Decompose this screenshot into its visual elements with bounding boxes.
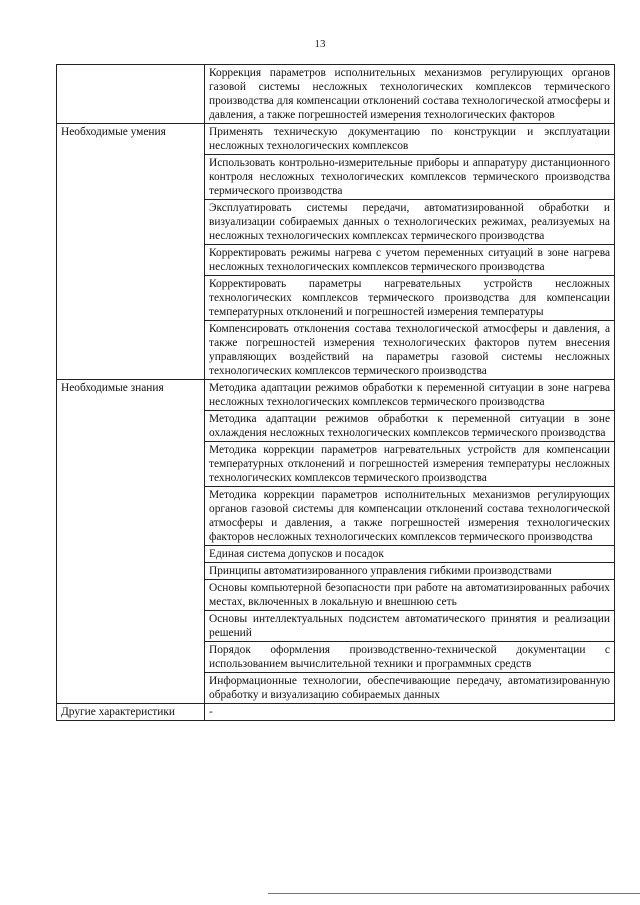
requirement-item: Основы компьютерной безопасности при работе на автоматизированных рабочих местах, включенных в локальную и внешнюю сеть (205, 580, 615, 611)
competency-table (56, 64, 615, 721)
page-bottom-rule (268, 893, 640, 894)
page-number: 13 (314, 38, 326, 50)
requirement-item: Методика коррекции параметров исполнительных механизмов регулирующих органов газовой системы для компенсации отклонений состава технологической атмосферы и давления, а также погрешностей измерения технологических факторов несложных технологических комплексов термического производства (205, 487, 615, 546)
section-label (57, 65, 205, 124)
requirement-item: Принципы автоматизированного управления гибкими производствами (205, 563, 615, 580)
table-row (57, 380, 615, 411)
requirement-item: Единая система допусков и посадок (205, 546, 615, 563)
section-label: Другие характеристики (57, 704, 205, 721)
requirement-item: - (205, 704, 615, 721)
section-label: Необходимые умения (57, 124, 205, 380)
requirement-item: Методика адаптации режимов обработки к переменной ситуации в зоне охлаждения несложных технологических комплексов термического производства (205, 411, 615, 442)
requirement-item: Применять техническую документацию по конструкции и эксплуатации несложных технологических комплексов (205, 124, 615, 155)
requirement-item: Корректировать режимы нагрева с учетом переменных ситуаций в зоне нагрева несложных технологических комплексов термического производства (205, 245, 615, 276)
table-row (57, 65, 615, 124)
requirement-item: Компенсировать отклонения состава технологической атмосферы и давления, а также погрешностей измерения технологических факторов путем внесения управляющих воздействий на параметры газовой системы несложных технологических комплексов термического производства (205, 321, 615, 380)
competency-table-body (57, 65, 615, 721)
table-row (57, 704, 615, 721)
section-label: Необходимые знания (57, 380, 205, 704)
requirement-item: Использовать контрольно-измерительные приборы и аппаратуру дистанционного контроля несложных технологических комплексов термического производства термического производства (205, 155, 615, 200)
table-row (57, 124, 615, 155)
requirement-item: Корректировать параметры нагревательных устройств несложных технологических комплексов термического производства для компенсации температурных отклонений и погрешностей измерения температуры (205, 276, 615, 321)
requirement-item: Коррекция параметров исполнительных механизмов регулирующих органов газовой системы несложных технологических комплексов термического производства для компенсации отклонений состава технологической атмосферы и давления, а также погрешностей измерения технологических факторов (205, 65, 615, 124)
requirement-item: Эксплуатировать системы передачи, автоматизированной обработки и визуализации собираемых данных о технологических режимах, реализуемых на несложных технологических комплексах термического производства (205, 200, 615, 245)
requirement-item: Методика адаптации режимов обработки к переменной ситуации в зоне нагрева несложных технологических комплексов термического производства (205, 380, 615, 411)
requirement-item: Информационные технологии, обеспечивающие передачу, автоматизированную обработку и визуализацию собираемых данных (205, 673, 615, 704)
requirement-item: Методика коррекции параметров нагревательных устройств для компенсации температурных отклонений и погрешностей измерения температуры несложных технологических комплексов термического производства (205, 442, 615, 487)
requirement-item: Порядок оформления производственно-технической документации с использованием вычислительной техники и программных средств (205, 642, 615, 673)
requirement-item: Основы интеллектуальных подсистем автоматического принятия и реализации решений (205, 611, 615, 642)
